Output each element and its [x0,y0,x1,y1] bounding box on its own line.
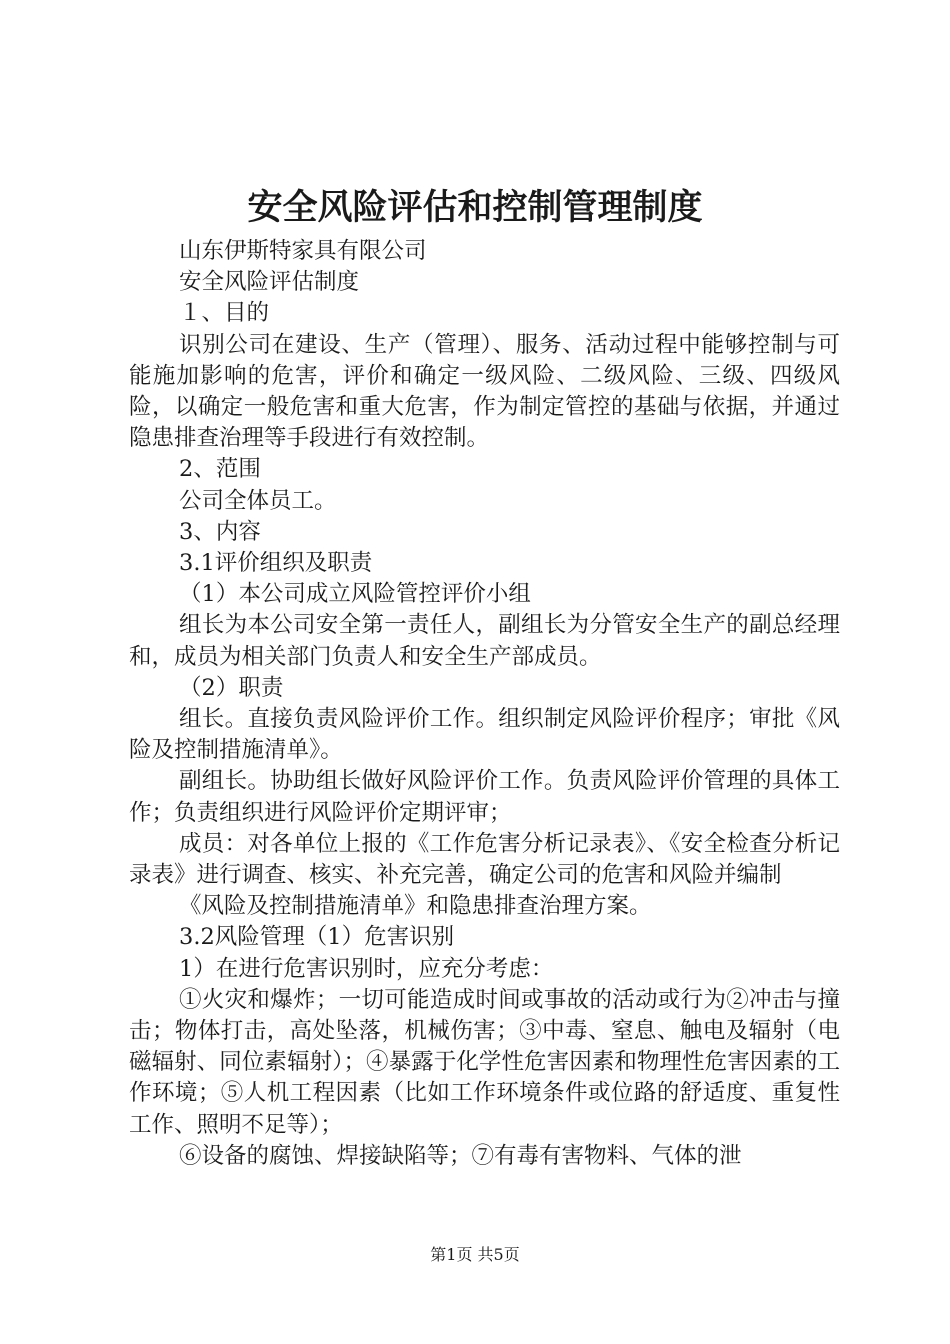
paragraph: 副组长。协助组长做好风险评价工作。负责风险评价管理的具体工作；负责组织进行风险评价定期评审； [129,768,840,826]
document-title: 安全风险评估和控制管理制度 [247,187,703,228]
paragraph: 识别公司在建设、生产（管理）、服务、活动过程中能够控制与可能施加影响的危害，评价和确定一级风险、二级风险、三级、四级风险，以确定一般危害和重大危害，作为制定管控的基础与依据，并通过隐患排查治理等手段进行有效控制。 [129,331,840,452]
paragraph: 成员：对各单位上报的《工作危害分析记录表》、《安全检查分析记录表》进行调查、核实、补充完善，确定公司的危害和风险并编制 [129,830,840,889]
paragraph: 《风险及控制措施清单》和隐患排查治理方案。 [179,893,652,920]
section-heading: 安全风险评估制度 [179,269,360,296]
company-name: 山东伊斯特家具有限公司 [179,238,427,264]
paragraph: 公司全体员工。 [179,487,337,514]
section-heading: 3、内容 [179,518,261,545]
page-footer: 第1页 共5页 [430,1245,520,1264]
paragraph: ①火灾和爆炸；一切可能造成时间或事故的活动或行为②冲击与撞击；物体打击，高处坠落，机械伤害；③中毒、窒息、触电及辐射（电磁辐射、同位素辐射）；④暴露于化学性危害因素和物理性危害因素的工作环境；⑤人机工程因素（比如工作环境条件或位路的舒适度、重复性工作、照明不足等）； [129,986,840,1138]
paragraph: ⑥设备的腐蚀、焊接缺陷等；⑦有毒有害物料、气体的泄 [179,1142,742,1169]
section-heading: 3.1评价组织及职责 [179,550,373,577]
section-heading: 3.2风险管理（1）危害识别 [179,924,455,951]
paragraph: 组长。直接负责风险评价工作。组织制定风险评价程序；审批《风险及控制措施清单》。 [129,706,840,764]
sub-heading: （1）本公司成立风险管控评价小组 [179,581,531,608]
section-heading: １、目的 [179,300,270,327]
sub-heading: （2）职责 [179,674,284,701]
section-heading: 2、范围 [179,456,261,483]
document-body [129,236,840,1172]
paragraph: 1）在进行危害识别时，应充分考虑： [179,955,554,982]
paragraph: 组长为本公司安全第一责任人，副组长为分管安全生产的副总经理和，成员为相关部门负责人和安全生产部成员。 [129,612,840,670]
